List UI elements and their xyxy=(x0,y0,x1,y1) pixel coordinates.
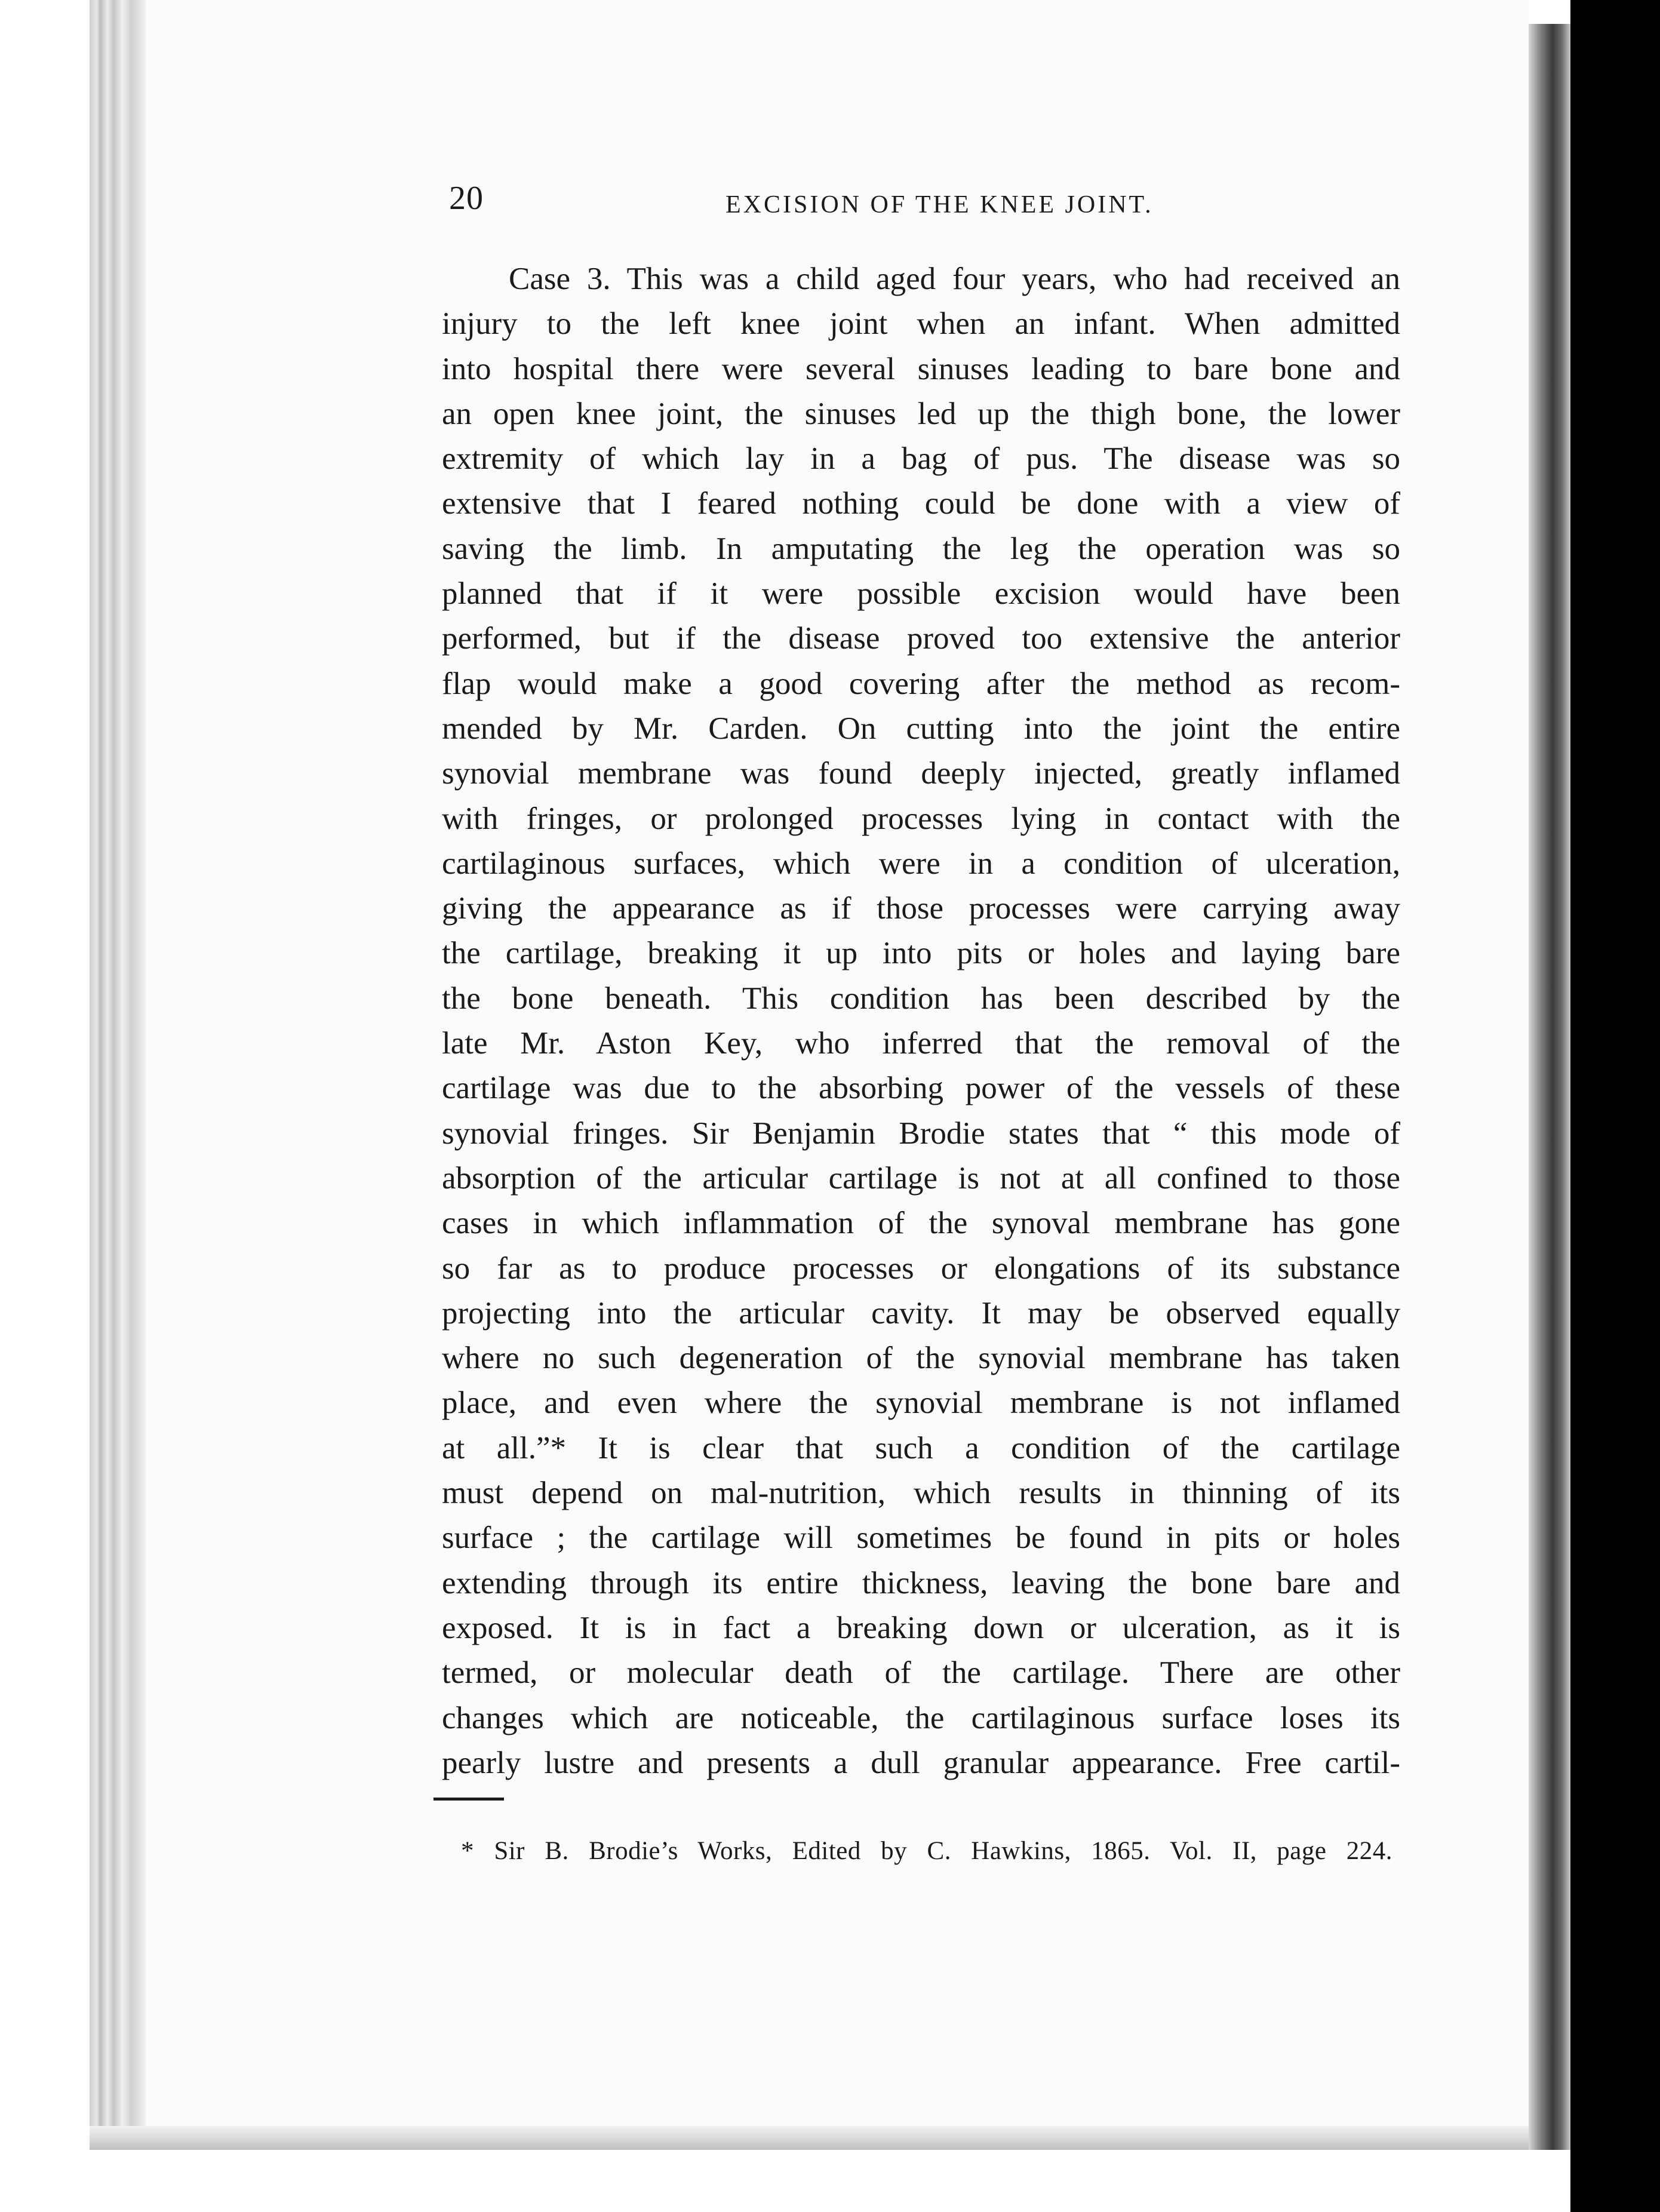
body-paragraph xyxy=(442,257,1400,1786)
text-line: Case 3. This was a child aged four years, who had received an xyxy=(509,262,1400,296)
book-binding-right xyxy=(1529,24,1570,2150)
text-line: surface ; the cartilage will sometimes be found in pits or holes xyxy=(442,1520,1400,1556)
text-line: at all.”* It is clear that such a condition of the cartilage xyxy=(442,1430,1400,1466)
text-line: the bone beneath. This condition has been described by the xyxy=(442,981,1400,1016)
text-line: with fringes, or prolonged processes lying in contact with the xyxy=(442,801,1400,836)
scan-background-right xyxy=(1570,0,1660,2212)
text-line: giving the appearance as if those processes were carrying away xyxy=(442,891,1400,926)
text-line: termed, or molecular death of the cartilage. There are other xyxy=(442,1655,1400,1691)
text-line: mended by Mr. Carden. On cutting into the joint the entire xyxy=(442,711,1400,746)
text-line: an open knee joint, the sinuses led up the thigh bone, the lower xyxy=(442,396,1400,431)
text-line: so far as to produce processes or elongations of its substance xyxy=(442,1251,1400,1286)
text-line: the cartilage, breaking it up into pits or holes and laying bare xyxy=(442,936,1400,971)
text-line: must depend on mal-nutrition, which results in thinning of its xyxy=(442,1476,1400,1511)
footnote-rule xyxy=(434,1798,504,1801)
text-line: cartilaginous surfaces, which were in a condition of ulceration, xyxy=(442,846,1400,881)
text-line: cases in which inflammation of the synoval membrane has gone xyxy=(442,1206,1400,1241)
text-line: exposed. It is in fact a breaking down or ulceration, as it is xyxy=(442,1610,1400,1645)
text-line: place, and even where the synovial membrane is not inflamed xyxy=(442,1385,1400,1421)
text-line: performed, but if the disease proved too extensive the anterior xyxy=(442,621,1400,656)
text-line: late Mr. Aston Key, who inferred that the removal of the xyxy=(442,1026,1400,1061)
running-head: EXCISION OF THE KNEE JOINT. xyxy=(726,191,1154,219)
text-line: extending through its entire thickness, leaving the bone bare and xyxy=(442,1565,1400,1600)
text-line: absorption of the articular cartilage is not at all confined to those xyxy=(442,1160,1400,1196)
text-line: synovial membrane was found deeply injected, greatly inflamed xyxy=(442,756,1400,791)
text-line: synovial fringes. Sir Benjamin Brodie states that “ this mode of xyxy=(442,1116,1400,1151)
book-edge-bottom xyxy=(90,2126,1535,2150)
text-line: changes which are noticeable, the cartilaginous surface loses its xyxy=(442,1700,1400,1735)
text-line: extensive that I feared nothing could be done with a view of xyxy=(442,486,1400,521)
footnote: * Sir B. Brodie’s Works, Edited by C. Hawkins, 1865. Vol. II, page 224. xyxy=(461,1837,1392,1865)
text-line: saving the limb. In amputating the leg the operation was so xyxy=(442,531,1400,566)
text-line: into hospital there were several sinuses leading to bare bone and xyxy=(442,351,1400,386)
text-line: pearly lustre and presents a dull granular appearance. Free cartil- xyxy=(442,1745,1400,1780)
text-line: extremity of which lay in a bag of pus. The disease was so xyxy=(442,441,1400,477)
page-number: 20 xyxy=(449,180,484,217)
text-line: cartilage was due to the absorbing power of the vessels of these xyxy=(442,1071,1400,1106)
text-line: injury to the left knee joint when an infant. When admitted xyxy=(442,306,1400,342)
text-line: planned that if it were possible excision would have been xyxy=(442,576,1400,612)
text-line: flap would make a good covering after the method as recom- xyxy=(442,666,1400,701)
text-line: projecting into the articular cavity. It may be observed equally xyxy=(442,1295,1400,1331)
book-edge-left xyxy=(90,0,146,2144)
text-line: where no such degeneration of the synovial membrane has taken xyxy=(442,1341,1400,1376)
